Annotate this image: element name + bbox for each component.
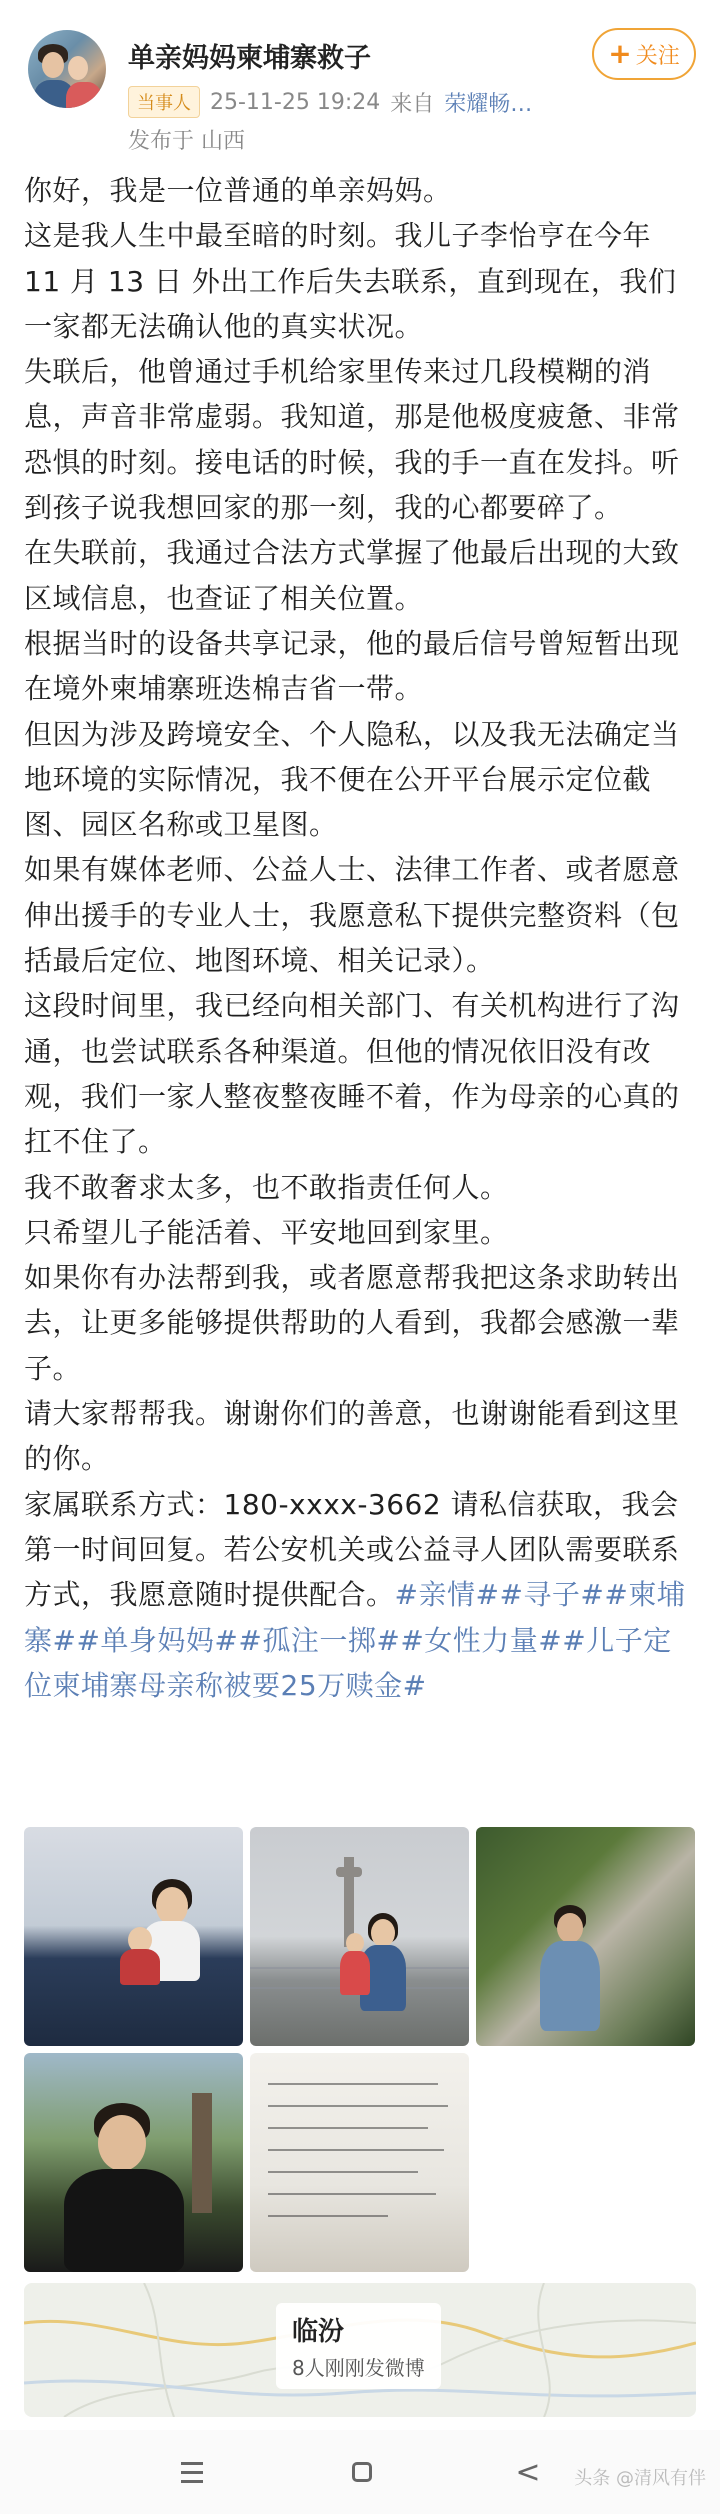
contact-text: 家属联系方式：180-xxxx-3662 请私信获取，我会第一时间回复。若公安机关或公益寻人团队需要联系方式，我愿意随时提供配合。: [24, 1487, 680, 1612]
post-paragraph: 只希望儿子能活着、平安地回到家里。: [24, 1215, 509, 1249]
role-badge: 当事人: [128, 86, 200, 118]
photo-handwritten-note[interactable]: [250, 2053, 469, 2272]
hashtag[interactable]: #亲情#: [394, 1578, 500, 1612]
watermark: 头条 @清风有伴: [574, 2468, 706, 2489]
post-location: 发布于 山西: [128, 129, 245, 154]
post-paragraph: 你好，我是一位普通的单亲妈妈。: [24, 174, 452, 207]
plus-icon: +: [608, 37, 632, 70]
post-paragraph: 根据当时的设备共享记录，他的最后信号曾短暂出现在境外柬埔寨班迭棉吉省一带。: [24, 626, 680, 706]
photo-mother-child-1[interactable]: [24, 1827, 243, 2046]
map-city: 临汾: [292, 2317, 345, 2347]
hashtag[interactable]: #柬埔寨#: [24, 1578, 686, 1657]
post-paragraph: 我不敢奢求太多，也不敢指责任何人。: [24, 1170, 509, 1204]
home-icon[interactable]: [342, 2452, 382, 2492]
post-paragraph: 这段时间里，我已经向相关部门、有关机构进行了沟通，也尝试联系各种渠道。但他的情况依旧没有改观，我们一家人整夜整夜睡不着，作为母亲的心真的扛不住了。: [24, 989, 680, 1159]
system-nav-bar: [0, 2430, 720, 2514]
post-paragraph: 但因为涉及跨境安全、个人隐私，以及我无法确定当地环境的实际情况，我不便在公开平台展示定位截图、园区名称或卫星图。: [24, 717, 680, 842]
post-source-device: 荣耀畅…: [444, 91, 533, 117]
post-header: [0, 0, 720, 170]
follow-button[interactable]: [592, 28, 696, 80]
post-meta: [128, 86, 532, 118]
hashtag[interactable]: #单身妈妈#: [76, 1623, 239, 1657]
user-avatar[interactable]: [28, 30, 106, 108]
post-paragraph: 如果你有办法帮到我，或者愿意帮我把这条求助转出去，让更多能够提供帮助的人看到，我都会感激一辈子。: [24, 1261, 680, 1385]
contact-paragraph: [24, 1482, 696, 1708]
map-label: [276, 2303, 441, 2389]
post-paragraph: 在失联前，我通过合法方式掌握了他最后出现的大致区域信息，也查证了相关位置。: [24, 536, 680, 615]
username[interactable]: 单亲妈妈柬埔寨救子: [128, 43, 371, 74]
post-paragraph: 失联后，他曾通过手机给家里传来过几段模糊的消息，声音非常虚弱。我知道，那是他极度疲惫、非常恐惧的时刻。接电话的时候，我的手一直在发抖。听到孩子说我想回家的那一刻，我的心都要碎了。: [24, 355, 680, 525]
post-datetime: 25-11-25 19:24: [210, 89, 381, 115]
source-prefix: 来自: [390, 91, 435, 117]
hashtag[interactable]: #寻子#: [499, 1578, 605, 1612]
menu-icon[interactable]: [172, 2452, 212, 2492]
post-paragraph: 这是我人生中最至暗的时刻。我儿子李怡亨在今年 11 月 13 日 外出工作后失去联系，直到现在，我们一家都无法确认他的真实状况。: [24, 219, 677, 343]
post-paragraph: 如果有媒体老师、公益人士、法律工作者、或者愿意伸出援手的专业人士，我愿意私下提供完整资料（包括最后定位、地图环境、相关记录）。: [24, 853, 680, 978]
location-map[interactable]: [24, 2283, 696, 2417]
photo-mother-child-2[interactable]: [250, 1827, 469, 2046]
map-subtitle: 8人刚刚发微博: [292, 2356, 425, 2380]
post-paragraph: 请大家帮帮我。谢谢你们的善意，也谢谢能看到这里的你。: [24, 1397, 680, 1476]
hashtag[interactable]: #孤注一掷#: [238, 1623, 401, 1657]
hashtag[interactable]: #女性力量#: [400, 1623, 563, 1657]
photo-son-pagoda[interactable]: [24, 2053, 243, 2272]
post-content: [24, 168, 696, 1708]
back-icon[interactable]: <: [515, 2454, 541, 2490]
follow-label: 关注: [635, 43, 680, 69]
hashtag[interactable]: #儿子定位柬埔寨母亲称被要25万赎金#: [24, 1623, 672, 1702]
photo-son-waterfall[interactable]: [476, 1827, 695, 2046]
